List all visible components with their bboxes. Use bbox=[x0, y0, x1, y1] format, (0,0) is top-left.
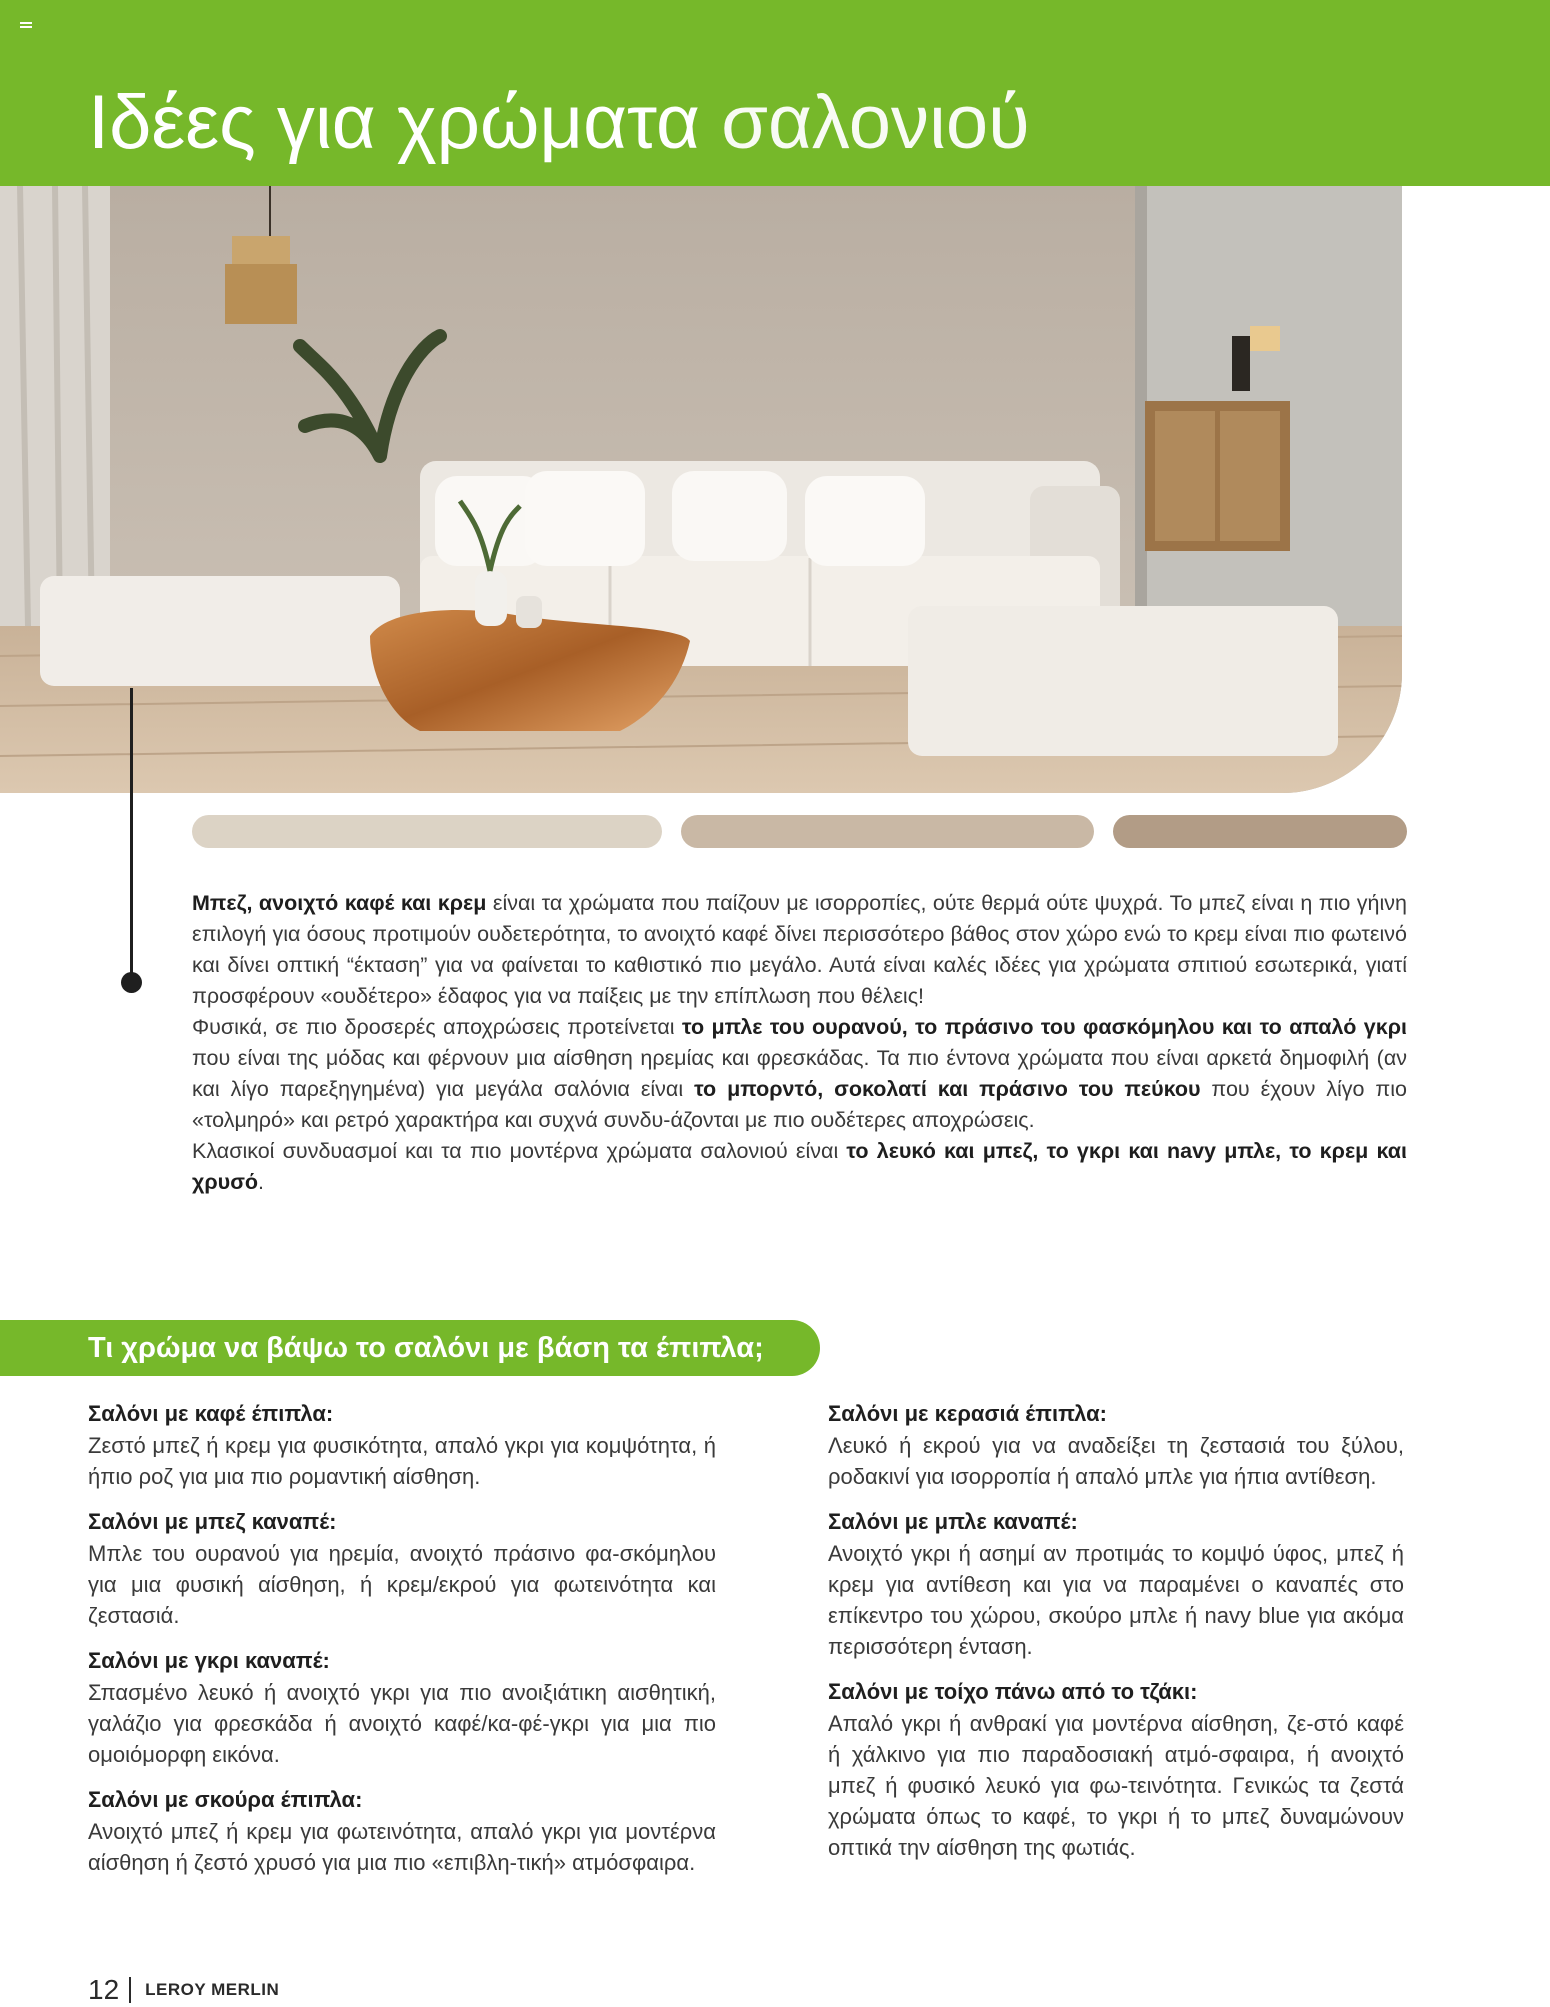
tip-heading: Σαλόνι με μπεζ καναπέ: bbox=[88, 1509, 337, 1534]
text: . bbox=[258, 1170, 265, 1194]
timeline-dot bbox=[121, 972, 142, 993]
tip-block bbox=[88, 1784, 716, 1878]
footer-divider bbox=[129, 1977, 131, 2003]
title-light: σαλονιού bbox=[721, 80, 1030, 165]
tip-block bbox=[828, 1398, 1404, 1492]
intro-text bbox=[192, 888, 1407, 1198]
bold-text: το μπορντό, σοκολατί και πράσινο του πεύκου bbox=[694, 1077, 1201, 1101]
text: είναι τα χρώματα που παίζουν με ισορροπίες, ούτε θερμά ούτε ψυχρά. Το μπεζ είναι η πιο γήινη επιλογή για όσους προτιμούν ουδετερότητα, το ανοιχτό καφέ δίνει περισσότερο βάθος στον χώρο ενώ το κρεμ είναι πιο φωτεινό και δίνει οπτική “έκταση” για να φαίνεται το καθιστικό πιο μεγάλο. Αυτά είναι καλές ιδέες για χρώματα σπιτιού εσωτερικά, γιατί προσφέρουν «ουδέτερο» έδαφος για να παίξεις με την επίπλωση που θέλεις! bbox=[192, 891, 1407, 1008]
intro-paragraph-3 bbox=[192, 1136, 1407, 1198]
color-swatch-light-brown bbox=[681, 815, 1094, 848]
page-number: 12 bbox=[88, 1974, 120, 2005]
color-swatch-brown bbox=[1113, 815, 1407, 848]
tip-text: Απαλό γκρι ή ανθρακί για μοντέρνα αίσθηση, ζε-στό καφέ ή χάλκινο για πιο παραδοσιακή ατμό-σφαιρα, ή ανοιχτό μπεζ ή φυσικό λευκό για φω-τεινότητα. Γενικώς τα ζεστά χρώματα όπως το καφέ, το γκρι ή το μπεζ δυναμώνουν οπτικά την αίσθηση της φωτιάς. bbox=[828, 1711, 1404, 1860]
menu-icon[interactable] bbox=[20, 22, 32, 30]
text: Φυσικά, σε πιο δροσερές αποχρώσεις προτείνεται bbox=[192, 1015, 682, 1039]
left-column bbox=[88, 1398, 716, 1892]
tip-heading: Σαλόνι με σκούρα έπιπλα: bbox=[88, 1787, 363, 1812]
tip-block bbox=[88, 1645, 716, 1770]
bold-text: το λευκό και μπεζ, το γκρι και navy μπλε, το κρεμ και χρυσό bbox=[192, 1139, 1407, 1194]
tip-block bbox=[828, 1676, 1404, 1863]
tip-text: Σπασμένο λευκό ή ανοιχτό γκρι για πιο ανοιξιάτικη αισθητική, γαλάζιο για φρεσκάδα ή ανοιχτό καφέ/κα-φέ-γκρι για μια πιο ομοιόμορφη εικόνα. bbox=[88, 1680, 716, 1767]
intro-paragraph-2 bbox=[192, 1012, 1407, 1136]
tip-block bbox=[828, 1506, 1404, 1662]
hero-image bbox=[0, 186, 1402, 793]
tip-heading: Σαλόνι με τοίχο πάνω από το τζάκι: bbox=[828, 1679, 1198, 1704]
right-column bbox=[828, 1398, 1404, 1877]
bold-text: το μπλε του ουρανού, το πράσινο του φασκόμηλου και το απαλό γκρι bbox=[681, 1015, 1407, 1039]
timeline-line bbox=[130, 688, 133, 983]
tip-heading: Σαλόνι με κερασιά έπιπλα: bbox=[828, 1401, 1107, 1426]
tip-heading: Σαλόνι με μπλε καναπέ: bbox=[828, 1509, 1078, 1534]
color-swatch-beige bbox=[192, 815, 662, 848]
tip-text: Ανοιχτό γκρι ή ασημί αν προτιμάς το κομψό ύφος, μπεζ ή κρεμ για αντίθεση και για να παραμένει ο καναπές στο επίκεντρο του χώρου, σκούρο μπλε ή navy blue για ακόμα περισσότερη ένταση. bbox=[828, 1541, 1404, 1659]
text: που είναι της μόδας και φέρνουν μια αίσθηση ηρεμίας και φρεσκάδας. Τα πιο έντονα χρώματα που είναι αρκετά δημοφιλή (αν και λίγο παρεξηγημένα) για μεγάλα σαλόνια είναι bbox=[192, 1046, 1407, 1101]
tip-heading: Σαλόνι με γκρι καναπέ: bbox=[88, 1648, 330, 1673]
tip-block bbox=[88, 1506, 716, 1631]
tip-heading: Σαλόνι με καφέ έπιπλα: bbox=[88, 1401, 334, 1426]
footer bbox=[88, 1975, 279, 2005]
bold-text: Μπεζ, ανοιχτό καφέ και κρεμ bbox=[192, 891, 487, 915]
tip-text: Ζεστό μπεζ ή κρεμ για φυσικότητα, απαλό γκρι για κομψότητα, ή ήπιο ροζ για μια πιο ρομαντική αίσθηση. bbox=[88, 1433, 716, 1489]
section-title: Τι χρώμα να βάψω το σαλόνι με βάση τα έπιπλα; bbox=[88, 1332, 764, 1364]
page-title bbox=[88, 80, 1030, 166]
text: Κλασικοί συνδυασμοί και τα πιο μοντέρνα χρώματα σαλονιού είναι bbox=[192, 1139, 847, 1163]
intro-paragraph-1 bbox=[192, 888, 1407, 1012]
living-room-photo-icon bbox=[0, 186, 1402, 793]
brand-name: LEROY MERLIN bbox=[145, 1980, 280, 1999]
text: που έχουν λίγο πιο «τολμηρό» και ρετρό χαρακτήρα και συχνά συνδυ-άζονται με πιο ουδέτερες αποχρώσεις. bbox=[192, 1077, 1407, 1132]
title-main: Ιδέες για χρώματα bbox=[88, 80, 700, 165]
tip-text: Ανοιχτό μπεζ ή κρεμ για φωτεινότητα, απαλό γκρι για μοντέρνα αίσθηση ή ζεστό χρυσό για μια πιο «επιβλη-τική» ατμόσφαιρα. bbox=[88, 1819, 716, 1875]
tip-block bbox=[88, 1398, 716, 1492]
tip-text: Μπλε του ουρανού για ηρεμία, ανοιχτό πράσινο φα-σκόμηλου για μια φυσική αίσθηση, ή κρεμ/εκρού για φωτεινότητα και ζεστασιά. bbox=[88, 1541, 716, 1628]
tip-text: Λευκό ή εκρού για να αναδείξει τη ζεστασιά του ξύλου, ροδακινί για ισορροπία ή απαλό μπλε για ήπια αντίθεση. bbox=[828, 1433, 1404, 1489]
